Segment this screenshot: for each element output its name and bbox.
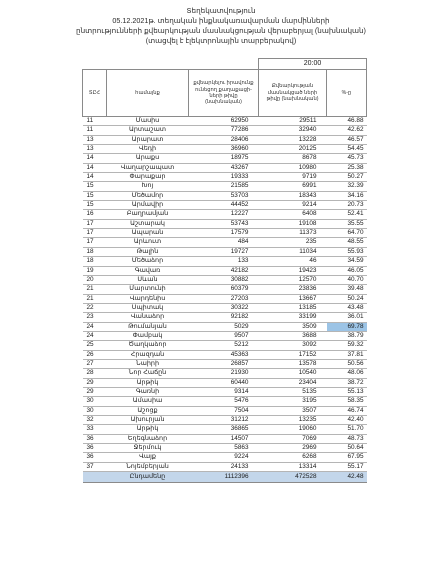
row-participated-cell: 6991 (259, 182, 327, 191)
total-label: Ընդամենը (107, 472, 189, 483)
row-num-cell: 29 (83, 387, 107, 396)
row-percent-cell: 34.16 (327, 191, 367, 200)
row-percent-cell: 20.73 (327, 201, 367, 210)
row-participated-cell: 9214 (259, 201, 327, 210)
table-row (83, 238, 367, 247)
row-num-cell: 26 (83, 350, 107, 359)
row-percent-cell: 38.79 (327, 331, 367, 340)
row-num-cell: 33 (83, 425, 107, 434)
row-community-cell: Խոյ (107, 182, 189, 191)
row-percent-cell: 46.74 (327, 406, 367, 415)
row-eligible-cell: 92182 (189, 313, 259, 322)
row-participated-cell: 13578 (259, 359, 327, 368)
column-header-pct: %-ը (327, 70, 367, 117)
row-percent-cell: 38.72 (327, 378, 367, 387)
table-row (83, 406, 367, 415)
table-row (83, 303, 367, 312)
total-participated: 472528 (259, 472, 327, 483)
header-subtitle-1: 05.12.2021թ. տեղական ինքնակառավարման մարմինների (112, 16, 330, 25)
row-percent-cell: 64.70 (327, 229, 367, 238)
row-num-cell: 14 (83, 154, 107, 163)
row-participated-cell: 46 (259, 257, 327, 266)
table-row (83, 453, 367, 462)
row-participated-cell: 11373 (259, 229, 327, 238)
row-participated-cell: 235 (259, 238, 327, 247)
row-percent-cell: 69.78 (327, 322, 367, 331)
row-eligible-cell: 36865 (189, 425, 259, 434)
row-num-cell: 14 (83, 173, 107, 182)
document-header (40, 6, 402, 46)
row-participated-cell: 9719 (259, 173, 327, 182)
row-community-cell: Ապարան (107, 229, 189, 238)
row-community-cell: Վաղարշապատ (107, 163, 189, 172)
row-community-cell: Գավառ (107, 266, 189, 275)
row-percent-cell: 50.56 (327, 359, 367, 368)
row-percent-cell: 67.95 (327, 453, 367, 462)
row-eligible-cell: 5863 (189, 444, 259, 453)
row-num-cell: 36 (83, 434, 107, 443)
row-num-cell: 32 (83, 416, 107, 425)
table-row (83, 219, 367, 228)
row-percent-cell: 25.38 (327, 163, 367, 172)
row-participated-cell: 5135 (259, 387, 327, 396)
row-num-cell: 11 (83, 126, 107, 135)
row-num-cell: 21 (83, 294, 107, 303)
row-num-cell: 14 (83, 163, 107, 172)
table-row (83, 247, 367, 256)
row-participated-cell: 10980 (259, 163, 327, 172)
row-eligible-cell: 9224 (189, 453, 259, 462)
row-participated-cell: 13667 (259, 294, 327, 303)
row-eligible-cell: 60440 (189, 378, 259, 387)
row-percent-cell: 42.40 (327, 416, 367, 425)
row-community-cell: Ծաղկաձոր (107, 341, 189, 350)
table-row (83, 313, 367, 322)
row-community-cell: Մեծաձոր (107, 257, 189, 266)
row-community-cell: Հրազդան (107, 350, 189, 359)
row-community-cell: Աշտարակ (107, 219, 189, 228)
row-participated-cell: 2969 (259, 444, 327, 453)
row-participated-cell: 11034 (259, 247, 327, 256)
table-row (83, 154, 367, 163)
row-eligible-cell: 9507 (189, 331, 259, 340)
row-percent-cell: 48.73 (327, 434, 367, 443)
row-eligible-cell: 42182 (189, 266, 259, 275)
total-percent: 42.48 (327, 472, 367, 483)
row-percent-cell: 42.62 (327, 126, 367, 135)
row-num-cell: 19 (83, 266, 107, 275)
row-community-cell: Նոյեմբերյան (107, 462, 189, 471)
turnout-table (82, 58, 367, 483)
table-row (83, 331, 367, 340)
row-participated-cell: 3507 (259, 406, 327, 415)
row-num-cell: 27 (83, 359, 107, 368)
table-row (83, 126, 367, 135)
row-participated-cell: 3688 (259, 331, 327, 340)
row-num-cell: 11 (83, 117, 107, 126)
row-num-cell: 37 (83, 462, 107, 471)
row-participated-cell: 19060 (259, 425, 327, 434)
row-participated-cell: 13185 (259, 303, 327, 312)
row-eligible-cell: 53743 (189, 219, 259, 228)
row-participated-cell: 6268 (259, 453, 327, 462)
row-community-cell: Ախուրյան (107, 416, 189, 425)
table-row (83, 444, 367, 453)
row-participated-cell: 23836 (259, 285, 327, 294)
row-community-cell: Արտաշատ (107, 126, 189, 135)
row-participated-cell: 13235 (259, 416, 327, 425)
row-eligible-cell: 484 (189, 238, 259, 247)
row-community-cell: Վարդենիս (107, 294, 189, 303)
row-num-cell: 15 (83, 191, 107, 200)
row-percent-cell: 54.45 (327, 145, 367, 154)
table-row (83, 173, 367, 182)
row-participated-cell: 13228 (259, 135, 327, 144)
row-community-cell: Թալին (107, 247, 189, 256)
row-num-cell: 18 (83, 247, 107, 256)
table-row (83, 462, 367, 471)
row-community-cell: Արարատ (107, 135, 189, 144)
row-eligible-cell: 28406 (189, 135, 259, 144)
row-num-cell: 13 (83, 145, 107, 154)
row-community-cell: Արթիկ (107, 378, 189, 387)
table-row (83, 257, 367, 266)
row-eligible-cell: 27203 (189, 294, 259, 303)
row-eligible-cell: 26857 (189, 359, 259, 368)
row-participated-cell: 20125 (259, 145, 327, 154)
row-num-cell: 25 (83, 341, 107, 350)
row-percent-cell: 50.27 (327, 173, 367, 182)
row-eligible-cell: 5476 (189, 397, 259, 406)
table-row (83, 425, 367, 434)
column-header-num: ՏԸՀ (83, 70, 107, 117)
row-eligible-cell: 133 (189, 257, 259, 266)
row-eligible-cell: 12227 (189, 210, 259, 219)
row-participated-cell: 32940 (259, 126, 327, 135)
row-num-cell: 18 (83, 257, 107, 266)
row-percent-cell: 52.41 (327, 210, 367, 219)
row-num-cell: 28 (83, 369, 107, 378)
row-participated-cell: 8678 (259, 154, 327, 163)
table-row (83, 416, 367, 425)
row-community-cell: Մասիս (107, 117, 189, 126)
table-row (83, 387, 367, 396)
row-participated-cell: 6408 (259, 210, 327, 219)
row-community-cell: Նաիրի (107, 359, 189, 368)
row-percent-cell: 39.48 (327, 285, 367, 294)
time-header-row (83, 59, 367, 70)
header-title: Տեղեկատվություն (186, 6, 256, 15)
column-header-name: համայնք (107, 70, 189, 117)
row-num-cell: 21 (83, 285, 107, 294)
row-num-cell: 24 (83, 331, 107, 340)
row-num-cell: 20 (83, 275, 107, 284)
table-row (83, 359, 367, 368)
table-row (83, 145, 367, 154)
row-eligible-cell: 44452 (189, 201, 259, 210)
table-row (83, 266, 367, 275)
row-eligible-cell: 30882 (189, 275, 259, 284)
row-participated-cell: 3509 (259, 322, 327, 331)
table-row (83, 341, 367, 350)
table-row (83, 163, 367, 172)
row-percent-cell: 59.32 (327, 341, 367, 350)
table-row (83, 210, 367, 219)
table-row (83, 378, 367, 387)
row-num-cell: 36 (83, 444, 107, 453)
row-percent-cell: 46.88 (327, 117, 367, 126)
row-community-cell: Արթիկ (107, 425, 189, 434)
table-row (83, 191, 367, 200)
row-community-cell: Վանաձոր (107, 313, 189, 322)
row-participated-cell: 12570 (259, 275, 327, 284)
row-eligible-cell: 7504 (189, 406, 259, 415)
row-num-cell: 22 (83, 303, 107, 312)
header-subtitle-2: ընտրությունների քվեարկության մասնակցության վերաբերյալ (նախնական) (76, 26, 366, 35)
table-row (83, 275, 367, 284)
row-percent-cell: 34.59 (327, 257, 367, 266)
row-community-cell: Բաղրամյան (107, 210, 189, 219)
time-cell: 20:00 (259, 59, 367, 70)
row-community-cell: Սևան (107, 275, 189, 284)
table-row (83, 201, 367, 210)
row-num-cell: 29 (83, 378, 107, 387)
row-community-cell: Թումանյան (107, 322, 189, 331)
row-percent-cell: 45.73 (327, 154, 367, 163)
row-percent-cell: 35.55 (327, 219, 367, 228)
row-percent-cell: 55.93 (327, 247, 367, 256)
row-community-cell: Աշոցք (107, 406, 189, 415)
row-participated-cell: 7069 (259, 434, 327, 443)
column-header-row (83, 70, 367, 117)
row-community-cell: Արմավիր (107, 201, 189, 210)
row-eligible-cell: 5212 (189, 341, 259, 350)
row-community-cell: Փամբակ (107, 331, 189, 340)
row-community-cell: Վայք (107, 453, 189, 462)
row-community-cell: Ամասիա (107, 397, 189, 406)
row-num-cell: 36 (83, 453, 107, 462)
total-eligible: 1112396 (189, 472, 259, 483)
table-row (83, 285, 367, 294)
row-eligible-cell: 17579 (189, 229, 259, 238)
table-row (83, 294, 367, 303)
table-body (83, 117, 367, 472)
column-header-part: Քվեարկության մասնակցած ների թիվը (նախնական) (259, 70, 327, 117)
row-percent-cell: 36.01 (327, 313, 367, 322)
row-participated-cell: 18343 (259, 191, 327, 200)
row-eligible-cell: 19333 (189, 173, 259, 182)
row-eligible-cell: 30322 (189, 303, 259, 312)
row-percent-cell: 48.06 (327, 369, 367, 378)
row-participated-cell: 3195 (259, 397, 327, 406)
table-row (83, 135, 367, 144)
row-num-cell: 30 (83, 406, 107, 415)
row-eligible-cell: 60379 (189, 285, 259, 294)
table-row (83, 397, 367, 406)
row-community-cell: Փարաքար (107, 173, 189, 182)
row-num-cell: 13 (83, 135, 107, 144)
header-subtitle-3: (տացվել է էլեկտրոնային տարբերակով) (145, 36, 297, 45)
row-participated-cell: 33199 (259, 313, 327, 322)
row-percent-cell: 46.05 (327, 266, 367, 275)
row-num-cell: 24 (83, 322, 107, 331)
row-community-cell: Գառնի (107, 387, 189, 396)
row-eligible-cell: 21930 (189, 369, 259, 378)
row-community-cell: Ջերմուկ (107, 444, 189, 453)
row-participated-cell: 17152 (259, 350, 327, 359)
row-eligible-cell: 77286 (189, 126, 259, 135)
row-participated-cell: 3092 (259, 341, 327, 350)
row-percent-cell: 37.81 (327, 350, 367, 359)
row-participated-cell: 19108 (259, 219, 327, 228)
row-percent-cell: 50.64 (327, 444, 367, 453)
row-participated-cell: 13314 (259, 462, 327, 471)
row-community-cell: Արաքս (107, 154, 189, 163)
row-percent-cell: 58.35 (327, 397, 367, 406)
total-row (83, 472, 367, 483)
row-community-cell: Սպիտակ (107, 303, 189, 312)
row-num-cell: 17 (83, 238, 107, 247)
row-community-cell: Մեծամոր (107, 191, 189, 200)
row-participated-cell: 19423 (259, 266, 327, 275)
row-participated-cell: 10540 (259, 369, 327, 378)
row-participated-cell: 29511 (259, 117, 327, 126)
table-row (83, 229, 367, 238)
row-eligible-cell: 53703 (189, 191, 259, 200)
table-row (83, 322, 367, 331)
row-eligible-cell: 14507 (189, 434, 259, 443)
row-num-cell: 17 (83, 219, 107, 228)
row-community-cell: Վեդի (107, 145, 189, 154)
row-eligible-cell: 19727 (189, 247, 259, 256)
row-eligible-cell: 43267 (189, 163, 259, 172)
row-community-cell: Եղեգնաձոր (107, 434, 189, 443)
row-eligible-cell: 36960 (189, 145, 259, 154)
row-eligible-cell: 24133 (189, 462, 259, 471)
row-percent-cell: 55.17 (327, 462, 367, 471)
row-percent-cell: 55.13 (327, 387, 367, 396)
total-num-cell (83, 472, 107, 483)
row-community-cell: Նոր Հաճըն (107, 369, 189, 378)
row-percent-cell: 43.48 (327, 303, 367, 312)
table-row (83, 434, 367, 443)
row-num-cell: 17 (83, 229, 107, 238)
row-num-cell: 23 (83, 313, 107, 322)
row-eligible-cell: 9314 (189, 387, 259, 396)
row-num-cell: 15 (83, 182, 107, 191)
row-num-cell: 15 (83, 201, 107, 210)
row-community-cell: Մարտունի (107, 285, 189, 294)
row-num-cell: 16 (83, 210, 107, 219)
table-row (83, 117, 367, 126)
row-eligible-cell: 31212 (189, 416, 259, 425)
row-percent-cell: 51.70 (327, 425, 367, 434)
row-eligible-cell: 62950 (189, 117, 259, 126)
row-percent-cell: 32.39 (327, 182, 367, 191)
table-row (83, 369, 367, 378)
row-participated-cell: 23404 (259, 378, 327, 387)
table-row (83, 350, 367, 359)
column-header-total: քվեարկելու իրավունք ունեցող քաղաքացի-ների թիվը (նախնական) (189, 70, 259, 117)
row-percent-cell: 50.24 (327, 294, 367, 303)
row-num-cell: 30 (83, 397, 107, 406)
row-community-cell: Արևուտ (107, 238, 189, 247)
row-percent-cell: 46.57 (327, 135, 367, 144)
row-eligible-cell: 5029 (189, 322, 259, 331)
row-eligible-cell: 18975 (189, 154, 259, 163)
row-percent-cell: 40.70 (327, 275, 367, 284)
row-eligible-cell: 45363 (189, 350, 259, 359)
table-row (83, 182, 367, 191)
row-percent-cell: 48.55 (327, 238, 367, 247)
row-eligible-cell: 21585 (189, 182, 259, 191)
